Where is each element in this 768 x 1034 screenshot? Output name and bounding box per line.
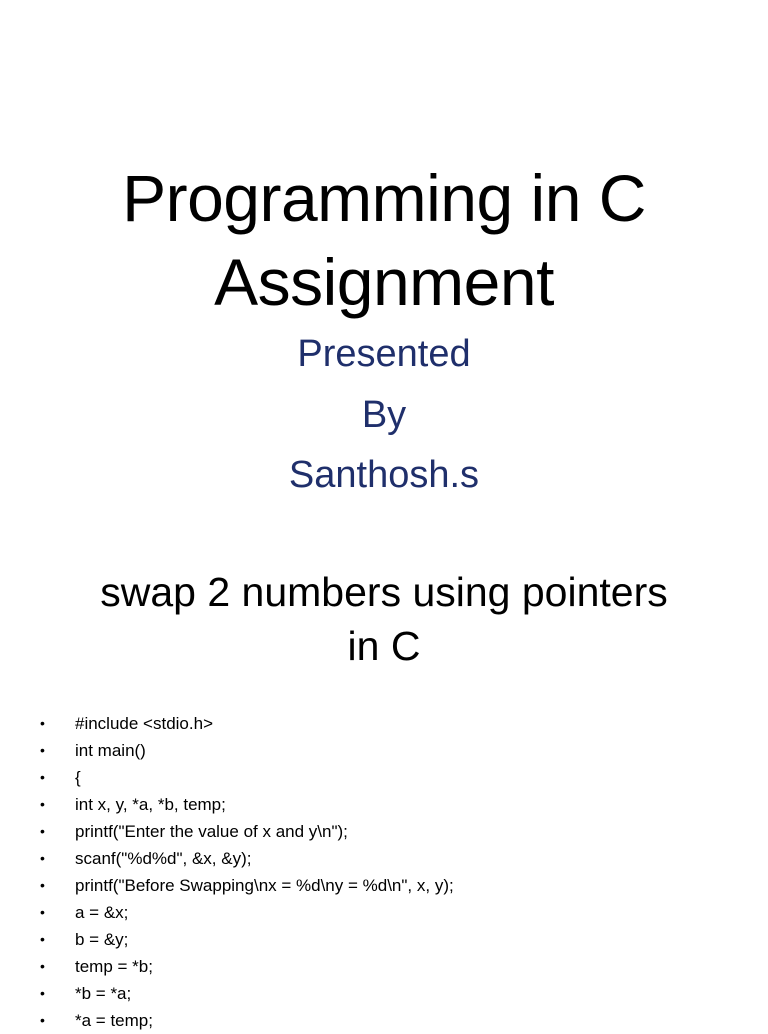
bullet-icon: • bbox=[40, 850, 45, 866]
code-line bbox=[40, 899, 740, 926]
bullet-icon: • bbox=[40, 1012, 45, 1028]
bullet-icon: • bbox=[40, 958, 45, 974]
bullet-icon: • bbox=[40, 877, 45, 893]
code-line-text: int main() bbox=[75, 741, 146, 760]
code-slide-heading-line-1: swap 2 numbers using pointers bbox=[100, 569, 668, 615]
bullet-icon: • bbox=[40, 985, 45, 1001]
slide-title-line-2: Assignment bbox=[214, 245, 554, 319]
code-line-text: temp = *b; bbox=[75, 957, 153, 976]
subtitle-presented: Presented bbox=[297, 333, 471, 375]
bullet-icon: • bbox=[40, 742, 45, 758]
code-slide-heading-line-2: in C bbox=[347, 623, 421, 669]
code-line bbox=[40, 1007, 740, 1034]
code-line-text: int x, y, *a, *b, temp; bbox=[75, 795, 226, 814]
code-line bbox=[40, 737, 740, 764]
code-line bbox=[40, 953, 740, 980]
code-line bbox=[40, 791, 740, 818]
slide-title-line-1: Programming in C bbox=[122, 161, 646, 235]
code-bullet-list bbox=[40, 710, 740, 1034]
subtitle-author: Santhosh.s bbox=[288, 454, 480, 496]
bullet-icon: • bbox=[40, 823, 45, 839]
subtitle-by: By bbox=[361, 394, 407, 436]
code-line bbox=[40, 764, 740, 791]
bullet-icon: • bbox=[40, 796, 45, 812]
code-line bbox=[40, 845, 740, 872]
code-line bbox=[40, 926, 740, 953]
code-line-text: b = &y; bbox=[75, 930, 129, 949]
code-line-text: scanf("%d%d", &x, &y); bbox=[75, 849, 252, 868]
code-line bbox=[40, 818, 740, 845]
code-line-text: printf("Before Swapping\nx = %d\ny = %d\n", x, y); bbox=[75, 876, 454, 895]
code-line-text: a = &x; bbox=[75, 903, 129, 922]
code-line-text: #include <stdio.h> bbox=[75, 714, 213, 733]
code-line-text: printf("Enter the value of x and y\n"); bbox=[75, 822, 348, 841]
code-line-text: *a = temp; bbox=[75, 1011, 153, 1030]
bullet-icon: • bbox=[40, 769, 45, 785]
code-line-text: *b = *a; bbox=[75, 984, 132, 1003]
bullet-icon: • bbox=[40, 904, 45, 920]
bullet-icon: • bbox=[40, 715, 45, 731]
code-line bbox=[40, 710, 740, 737]
code-line bbox=[40, 872, 740, 899]
code-line bbox=[40, 980, 740, 1007]
bullet-icon: • bbox=[40, 931, 45, 947]
code-line-text: { bbox=[75, 768, 81, 787]
